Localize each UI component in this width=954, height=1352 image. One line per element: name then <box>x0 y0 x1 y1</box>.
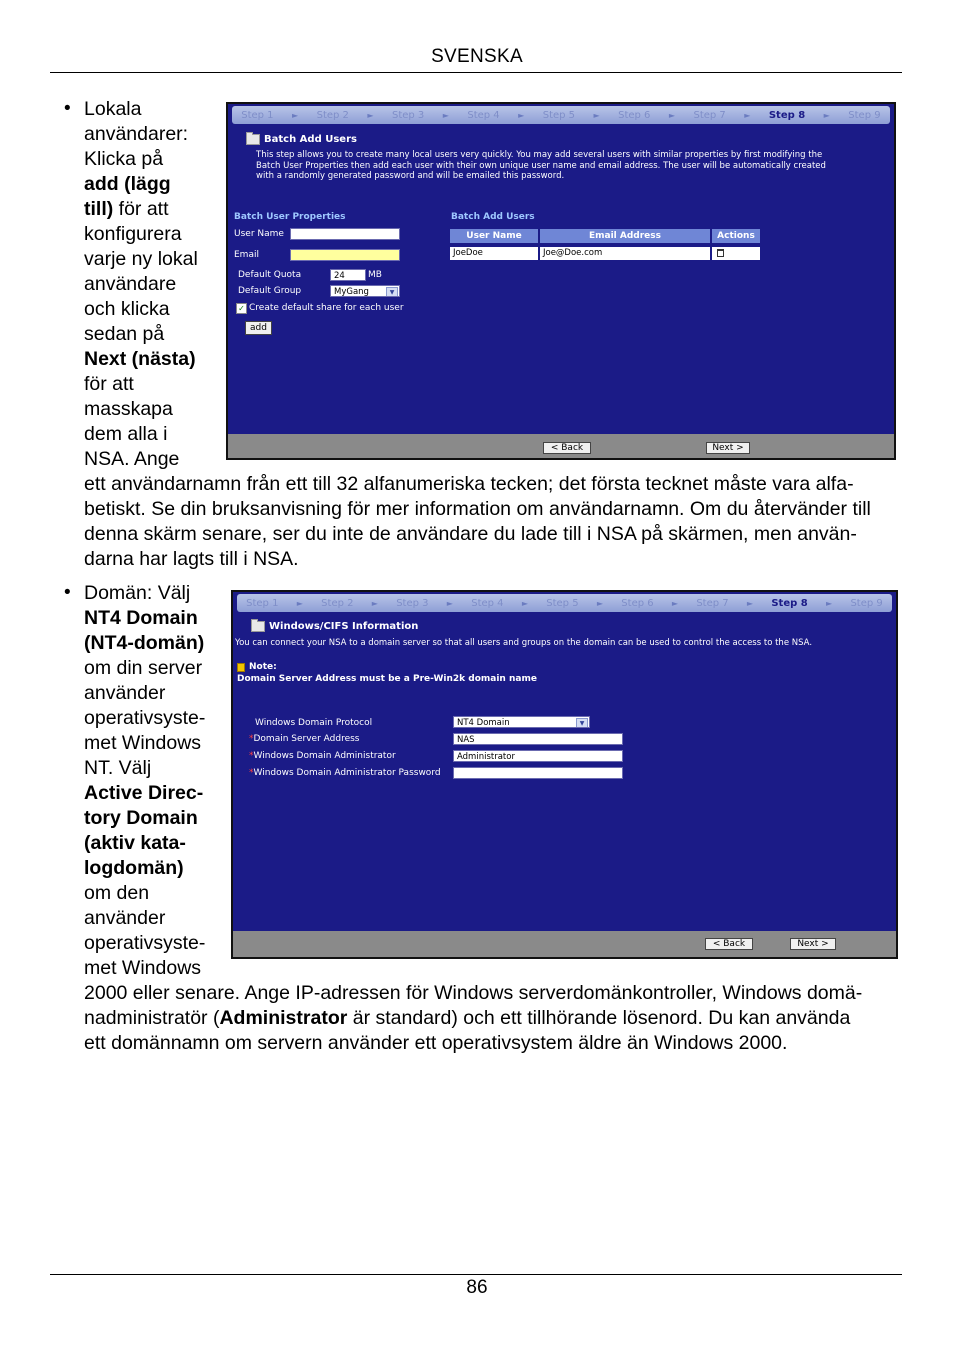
footer-rule <box>50 1274 902 1275</box>
header-rule <box>50 72 902 73</box>
column-header-actions: Actions <box>712 229 760 243</box>
column-header-email[interactable]: Email Address <box>540 229 710 243</box>
note-icon <box>237 663 245 672</box>
chevron-right-icon: ► <box>668 110 676 120</box>
default-group-label: Default Group <box>238 286 302 296</box>
section-title: Batch Add Users <box>246 134 357 145</box>
folder-icon <box>246 134 260 145</box>
section2-narrow-text: Domän: Välj NT4 Domain (NT4-domän) om din server använder operativsyste- met Windows NT. Välj Active Direc- tory Domain (aktiv kata- logdomän) om den använder operativsyste- met Windows <box>84 582 206 979</box>
chevron-right-icon: ► <box>596 598 604 608</box>
trash-icon[interactable] <box>717 249 724 257</box>
domain-password-input[interactable] <box>453 767 623 779</box>
user-name-label: User Name <box>234 229 284 239</box>
wizard-step[interactable]: Step 5 <box>542 109 576 121</box>
windows-cifs-screenshot <box>231 590 898 959</box>
wizard-step[interactable]: Step 1 <box>241 109 274 121</box>
chevron-right-icon: ► <box>296 598 303 608</box>
domain-protocol-label: Windows Domain Protocol <box>255 718 373 728</box>
create-share-label: Create default share for each user <box>249 303 404 313</box>
chevron-right-icon: ► <box>593 110 600 120</box>
bullet-1: • <box>64 98 71 119</box>
wizard-step[interactable]: Step 3 <box>396 597 429 609</box>
chevron-right-icon: ► <box>521 598 528 608</box>
email-input[interactable] <box>290 249 400 261</box>
note-text: Domain Server Address must be a Pre-Win2k domain name <box>237 674 537 684</box>
wizard-step[interactable]: Step 2 <box>321 597 354 609</box>
quota-unit-label: MB <box>368 270 382 280</box>
wizard-step[interactable]: Step 4 <box>467 109 500 121</box>
wizard-step[interactable]: Step 6 <box>618 109 651 121</box>
next-button[interactable]: Next > <box>706 442 750 454</box>
wizard-step[interactable]: Step 5 <box>546 597 579 609</box>
section1-full-text: ett användarnamn från ett till 32 alfanumeriska tecken; det första tecknet måste vara alfa- betiskt. Se din bruksanvisning för mer information om användarnamn. Om du återvänder till denna skärm senare, ser du inte de användare du lade till i NSA på skärmen, men använ- darna har lagts till i NSA. <box>84 473 871 570</box>
chevron-right-icon: ► <box>671 598 679 608</box>
chevron-right-icon: ► <box>744 110 751 120</box>
wizard-step[interactable]: Step 3 <box>391 109 425 121</box>
batch-add-users-heading: Batch Add Users <box>451 212 535 222</box>
section2-full-text: 2000 eller senare. Ange IP-adressen för Windows serverdomänkontroller, Windows domä- nadministratör (Administrator är standard) och ett tillhörande lösenord. Du kan använda ett domännamn om servern använder ett operativsystem äldre än Windows 2000. <box>84 982 863 1054</box>
wizard-step[interactable]: Step 1 <box>246 597 279 609</box>
back-button[interactable]: < Back <box>705 938 753 950</box>
section1-narrow-text: Lokala användarer: Klicka på add (lägg till) för att konfigurera varje ny lokal användare och klicka sedan på Next (nästa) för att masskapa dem alla i NSA. Ange <box>84 98 198 470</box>
chevron-right-icon: ► <box>826 598 833 608</box>
domain-protocol-select[interactable]: NT4 Domain ▼ <box>453 716 590 728</box>
batch-user-properties-heading: Batch User Properties <box>234 212 346 222</box>
back-button[interactable]: < Back <box>543 442 591 454</box>
chevron-right-icon: ► <box>367 110 374 120</box>
default-group-select[interactable]: MyGang ▼ <box>330 285 400 297</box>
domain-admin-label: *Windows Domain Administrator <box>249 751 396 761</box>
user-name-input[interactable] <box>290 228 400 240</box>
wizard-steps-bar <box>237 594 892 612</box>
chevron-right-icon: ► <box>823 110 830 120</box>
chevron-right-icon: ► <box>446 598 453 608</box>
domain-server-input[interactable]: NAS <box>453 733 623 745</box>
default-quota-label: Default Quota <box>238 270 302 280</box>
section-title: Windows/CIFS Information <box>251 621 418 632</box>
page-header-language: SVENSKA <box>431 46 523 67</box>
note-heading: Note: <box>237 662 277 672</box>
column-header-user-name[interactable]: User Name <box>450 229 538 243</box>
batch-add-users-screenshot <box>226 102 896 460</box>
default-quota-input[interactable]: 24 <box>330 269 366 281</box>
wizard-steps-bar <box>232 106 890 124</box>
chevron-down-icon: ▼ <box>386 287 398 297</box>
next-button[interactable]: Next > <box>790 938 836 950</box>
table-cell-user: JoeDoe <box>450 247 538 260</box>
bullet-2: • <box>64 582 71 603</box>
wizard-step[interactable]: Step 7 <box>696 597 729 609</box>
chevron-right-icon: ► <box>291 110 299 120</box>
table-cell-email: Joe@Doe.com <box>540 247 710 260</box>
domain-password-label: *Windows Domain Administrator Password <box>249 768 441 778</box>
chevron-right-icon: ► <box>746 598 754 608</box>
domain-server-label: *Domain Server Address <box>249 734 360 744</box>
chevron-right-icon: ► <box>371 598 378 608</box>
create-share-checkbox[interactable]: ✓ <box>236 303 247 314</box>
wizard-step[interactable]: Step 6 <box>621 597 654 609</box>
page-number: 86 <box>466 1277 488 1298</box>
folder-icon <box>251 621 265 632</box>
wizard-step[interactable]: Step 2 <box>316 109 349 121</box>
section-description: You can connect your NSA to a domain server so that all users and groups on the domain can be used to control the access to the NSA. <box>235 638 813 648</box>
section-description: This step allows you to create many local users very quickly. You may add several users with similar properties by first modifying the Batch User Properties then add each user with their own unique user name and email address. The user will be automatically created with a randomly generated password and will be emailed this password. <box>256 150 826 181</box>
wizard-step[interactable]: Step 9 <box>850 597 883 609</box>
chevron-right-icon: ► <box>442 110 449 120</box>
wizard-step[interactable]: Step 9 <box>848 109 881 121</box>
wizard-step-active[interactable]: Step 8 <box>768 109 806 121</box>
table-cell-actions <box>712 247 760 260</box>
chevron-right-icon: ► <box>518 110 525 120</box>
chevron-down-icon: ▼ <box>576 718 588 728</box>
wizard-step[interactable]: Step 7 <box>693 109 726 121</box>
wizard-step[interactable]: Step 4 <box>471 597 504 609</box>
domain-admin-input[interactable]: Administrator <box>453 750 623 762</box>
wizard-step-active[interactable]: Step 8 <box>771 597 808 609</box>
email-label: Email <box>234 250 259 260</box>
add-button[interactable]: add <box>245 321 272 335</box>
